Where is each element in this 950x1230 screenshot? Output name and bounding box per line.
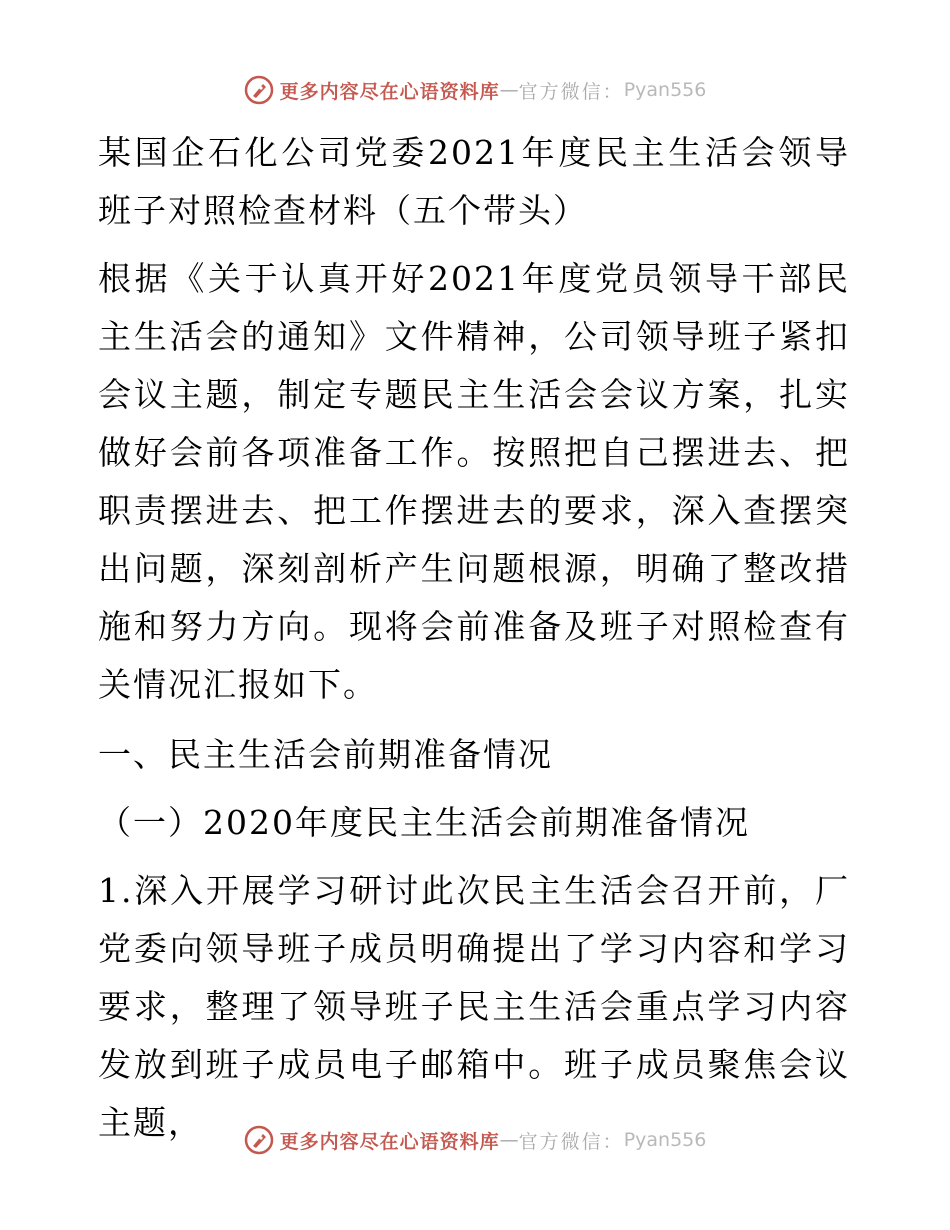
watermark-brand: 更多内容尽在心语资料库 [279, 80, 500, 103]
watermark-account: Pyan556 [623, 1129, 707, 1151]
header-watermark [0, 70, 950, 110]
footer-watermark [0, 1120, 950, 1160]
watermark-official-label: 官方微信： [518, 1130, 624, 1153]
section-heading: 一、民主生活会前期准备情况 [98, 735, 553, 774]
watermark-brand: 更多内容尽在心语资料库 [279, 1130, 500, 1153]
body-paragraph: 1.深入开展学习研讨此次民主生活会召开前，厂党委向领导班子成员明确提出了学习内容和学习要求，整理了领导班子民主生活会重点学习内容发放到班子成员电子邮箱中。班子成员聚焦会议主题， [98, 871, 850, 1142]
pen-nib-logo-icon [244, 1125, 274, 1155]
document-title: 某国企石化公司党委2021年度民主生活会领导班子对照检查材料（五个带头） [98, 133, 850, 230]
pen-nib-logo-icon [244, 75, 274, 105]
intro-paragraph: 根据《关于认真开好2021年度党员领导干部民主生活会的通知》文件精神，公司领导班子紧扣会议主题，制定专题民主生活会会议方案，扎实做好会前各项准备工作。按照把自己摆进去、把职责摆进去、把工作摆进去的要求，深入查摆突出问题，深刻剖析产生问题根源，明确了整改措施和努力方向。现将会前准备及班子对照检查有关情况汇报如下。 [98, 259, 850, 704]
watermark-official-label: 官方微信： [518, 80, 624, 103]
subsection-heading: （一）2020年度民主生活会前期准备情况 [98, 803, 750, 842]
document-body [98, 124, 850, 1152]
watermark-separator: — [499, 79, 519, 101]
watermark-account: Pyan556 [623, 79, 707, 101]
watermark-separator: — [499, 1129, 519, 1151]
